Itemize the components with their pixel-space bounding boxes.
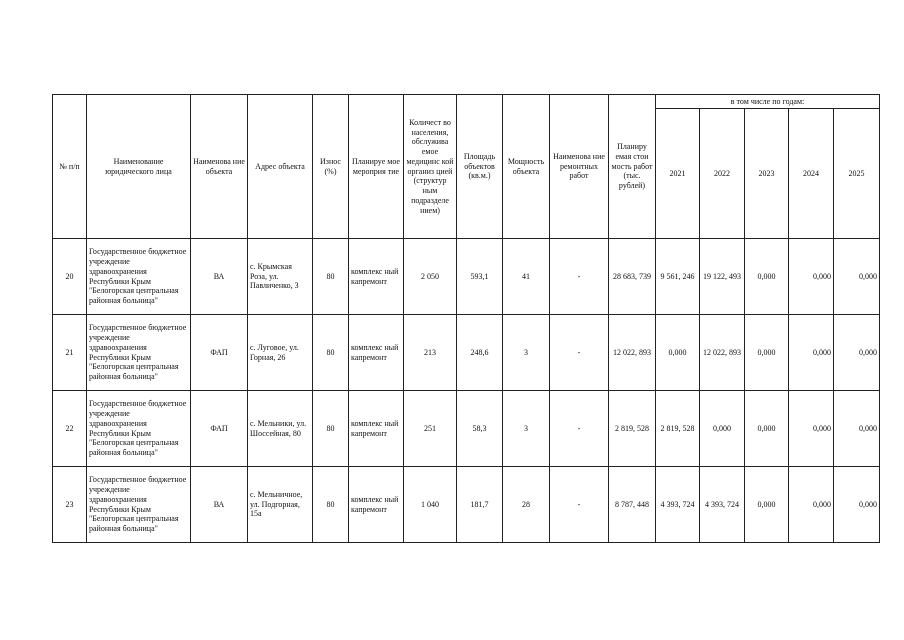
- cell-legal-name: Государственное бюджетное учреждение здравоохранения Республики Крым "Белогорская центральная районная больница": [87, 315, 191, 391]
- cell-capacity: 28: [503, 467, 550, 543]
- cell-area: 58,3: [457, 391, 503, 467]
- header-area: Площадь объектов (кв.м.): [457, 95, 503, 239]
- cell-y2023: 0,000: [745, 239, 789, 315]
- cell-planned-cost: 12 022, 893: [609, 315, 656, 391]
- cell-measure: комплекс ный капремонт: [349, 467, 404, 543]
- header-year-2023: 2023: [745, 109, 789, 239]
- cell-population: 213: [404, 315, 457, 391]
- header-year-2022: 2022: [700, 109, 745, 239]
- cell-measure: комплекс ный капремонт: [349, 239, 404, 315]
- cell-y2022: 4 393, 724: [700, 467, 745, 543]
- cell-y2024: 0,000: [789, 239, 834, 315]
- cell-address: с. Мельничное, ул. Подгорная, 15а: [248, 467, 313, 543]
- cell-y2022: 0,000: [700, 391, 745, 467]
- cell-address: с. Луговое, ул. Горная, 26: [248, 315, 313, 391]
- cell-y2023: 0,000: [745, 315, 789, 391]
- cell-y2025: 0,000: [834, 391, 880, 467]
- cell-y2022: 19 122, 493: [700, 239, 745, 315]
- cell-y2021: 2 819, 528: [656, 391, 700, 467]
- cell-planned-cost: 2 819, 528: [609, 391, 656, 467]
- cell-y2021: 9 561, 246: [656, 239, 700, 315]
- table-row: [53, 467, 880, 543]
- header-wear: Износ (%): [313, 95, 349, 239]
- table-row: [53, 315, 880, 391]
- header-num: № п/п: [53, 95, 87, 239]
- cell-y2021: 4 393, 724: [656, 467, 700, 543]
- cell-y2025: 0,000: [834, 467, 880, 543]
- cell-object-name: ФАП: [191, 315, 248, 391]
- cell-wear: 80: [313, 239, 349, 315]
- cell-area: 248,6: [457, 315, 503, 391]
- cell-y2025: 0,000: [834, 315, 880, 391]
- cell-wear: 80: [313, 467, 349, 543]
- table-row: [53, 239, 880, 315]
- cell-object-name: ВА: [191, 467, 248, 543]
- cell-y2025: 0,000: [834, 239, 880, 315]
- cell-repair-name: -: [550, 391, 609, 467]
- cell-repair-name: -: [550, 467, 609, 543]
- cell-num: 20: [53, 239, 87, 315]
- cell-y2022: 12 022, 893: [700, 315, 745, 391]
- cell-population: 2 050: [404, 239, 457, 315]
- cell-repair-name: -: [550, 239, 609, 315]
- cell-measure: комплекс ный капремонт: [349, 391, 404, 467]
- cell-planned-cost: 28 683, 739: [609, 239, 656, 315]
- cell-legal-name: Государственное бюджетное учреждение здравоохранения Республики Крым "Белогорская центральная районная больница": [87, 239, 191, 315]
- cell-planned-cost: 8 787, 448: [609, 467, 656, 543]
- cell-address: с. Мельники, ул. Шоссейная, 80: [248, 391, 313, 467]
- cell-num: 22: [53, 391, 87, 467]
- cell-address: с. Крымская Роза, ул. Павличенко, 3: [248, 239, 313, 315]
- header-measure: Планируе мое мероприя тие: [349, 95, 404, 239]
- cell-y2024: 0,000: [789, 467, 834, 543]
- cell-measure: комплекс ный капремонт: [349, 315, 404, 391]
- cell-population: 1 040: [404, 467, 457, 543]
- cell-y2024: 0,000: [789, 391, 834, 467]
- cell-object-name: ФАП: [191, 391, 248, 467]
- cell-y2024: 0,000: [789, 315, 834, 391]
- cell-num: 21: [53, 315, 87, 391]
- repair-program-table: [52, 94, 880, 543]
- cell-y2023: 0,000: [745, 391, 789, 467]
- cell-wear: 80: [313, 315, 349, 391]
- cell-wear: 80: [313, 391, 349, 467]
- cell-y2021: 0,000: [656, 315, 700, 391]
- cell-capacity: 3: [503, 391, 550, 467]
- cell-y2023: 0,000: [745, 467, 789, 543]
- cell-num: 23: [53, 467, 87, 543]
- header-repair-name: Наименова ние ремонтных работ: [550, 95, 609, 239]
- cell-legal-name: Государственное бюджетное учреждение здравоохранения Республики Крым "Белогорская центральная районная больница": [87, 391, 191, 467]
- header-years-group: в том числе по годам:: [656, 95, 880, 109]
- header-population: Количест во населения, обслужива емое медицинс кой организ цией (структур ным подразделе нием): [404, 95, 457, 239]
- cell-object-name: ВА: [191, 239, 248, 315]
- header-legal-name: Наименование юридического лица: [87, 95, 191, 239]
- header-address: Адрес объекта: [248, 95, 313, 239]
- header-object-name: Наименова ние объекта: [191, 95, 248, 239]
- header-capacity: Мощность объекта: [503, 95, 550, 239]
- header-year-2024: 2024: [789, 109, 834, 239]
- cell-repair-name: -: [550, 315, 609, 391]
- cell-area: 593,1: [457, 239, 503, 315]
- table-row: [53, 391, 880, 467]
- cell-population: 251: [404, 391, 457, 467]
- cell-capacity: 3: [503, 315, 550, 391]
- header-year-2025: 2025: [834, 109, 880, 239]
- cell-legal-name: Государственное бюджетное учреждение здравоохранения Республики Крым "Белогорская центральная районная больница": [87, 467, 191, 543]
- header-planned-cost: Планиру емая стои мость работ (тыс. рублей): [609, 95, 656, 239]
- cell-area: 181,7: [457, 467, 503, 543]
- cell-capacity: 41: [503, 239, 550, 315]
- header-year-2021: 2021: [656, 109, 700, 239]
